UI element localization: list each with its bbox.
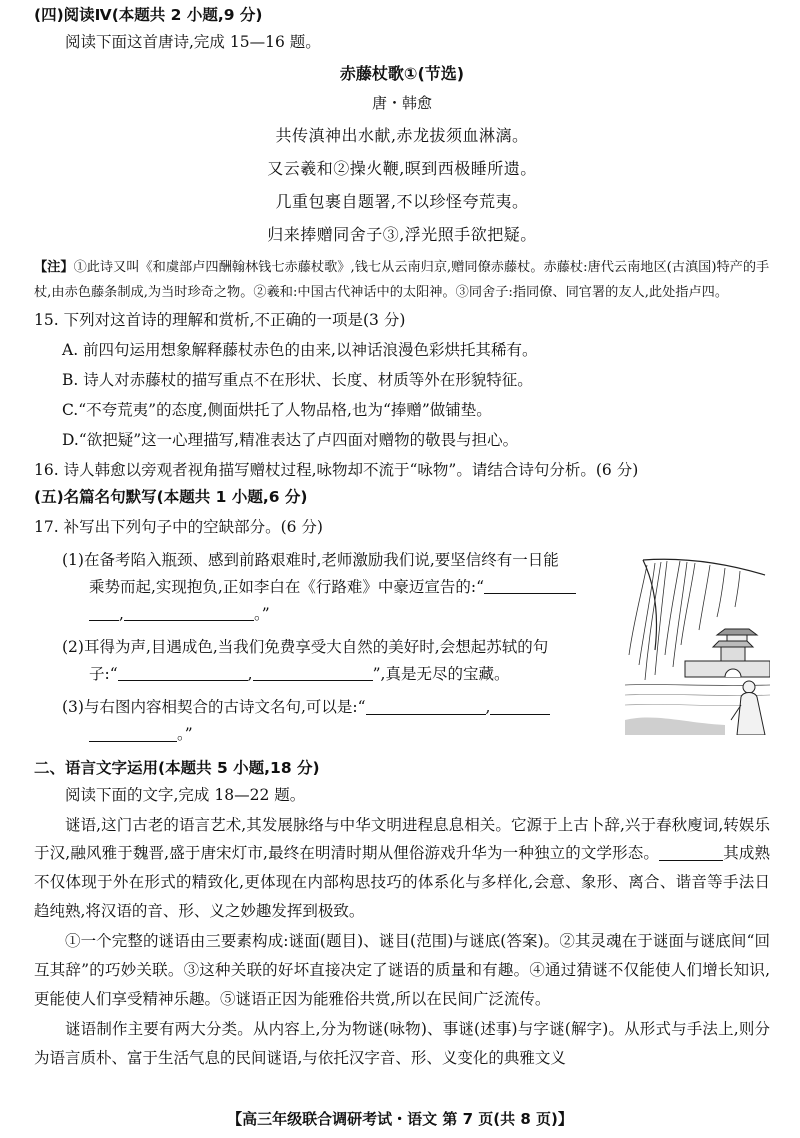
item-3-line-2 (62, 721, 652, 748)
question-17-item-2 (34, 634, 652, 688)
paragraph-1-text-a: 谜语,这门古老的语言艺术,其发展脉络与中华文明进程息息相关。它源于上古卜辞,兴于春秋廋词,转娱乐于汉,融风雅于魏晋,盛于唐宋灯市,最终在明清时期从俚俗游戏升华为一种独立的文学形态。 (34, 815, 770, 863)
question-15-stem: 15. 下列对这首诗的理解和赏析,不正确的一项是(3 分) (34, 310, 406, 329)
poem-line: 共传滇神出水献,赤龙拔须血淋漓。 (275, 125, 529, 145)
note-label: 【注】 (34, 259, 74, 275)
poem-line: 归来捧赠同舍子③,浮光照手欲把疑。 (267, 224, 537, 244)
question-17-item-1 (34, 547, 652, 628)
section-intro: 阅读下面这首唐诗,完成 15—16 题。 (65, 33, 321, 52)
poem-line: 又云羲和②操火鞭,暝到西极睡所遗。 (267, 158, 537, 178)
question-15-option-a: A. 前四句运用想象解释藤杖赤色的由来,以神话浪漫色彩烘托其稀有。 (62, 340, 538, 359)
paragraph-1-text-b: 其成熟不仅体现于外在形式的精致化,更体现在内部构思技巧的体系化与多样化,会意、象形、离合、谐音等手法日趋纯熟,将汉语的音、形、义之妙趣发挥到极致。 (34, 844, 770, 920)
answer-blank[interactable] (253, 663, 373, 681)
passage-paragraph-1 (34, 811, 770, 926)
item-1-line-1: (1)在备考陷入瓶颈、感到前路艰难时,老师激励我们说,要坚信终有一日能 (62, 550, 559, 569)
punct-comma: , (119, 604, 124, 623)
answer-blank[interactable] (124, 603, 254, 621)
poem-line: 几重包裹自题署,不以珍怪夸荒夷。 (275, 191, 529, 211)
item-1-text: 乘势而起,实现抱负,正如李白在《行路难》中豪迈宣告的:“ (89, 577, 485, 596)
question-15-option-c: C.“不夸荒夷”的态度,侧面烘托了人物品格,也为“捧赠”做铺垫。 (62, 401, 492, 420)
part-2-heading: 二、语言文字运用(本题共 5 小题,18 分) (34, 758, 320, 777)
answer-blank[interactable] (659, 843, 723, 861)
answer-blank[interactable] (118, 663, 248, 681)
page-footer: 【高三年级联合调研考试・语文 第 7 页(共 8 页)】 (227, 1110, 573, 1128)
answer-blank[interactable] (89, 724, 177, 742)
item-1-line-3 (62, 601, 652, 628)
question-17-item-3 (34, 694, 652, 748)
item-3-line-1 (62, 694, 652, 721)
question-15-option-d: D.“欲把疑”这一心理描写,精准表达了卢四面对赠物的敬畏与担心。 (62, 431, 519, 450)
answer-blank[interactable] (484, 576, 576, 594)
poem-note (34, 255, 770, 305)
note-text: ①此诗又叫《和虞部卢四酬翰林钱七赤藤杖歌》,钱七从云南归京,赠同僚赤藤杖。赤藤杖:唐代云南地区(古滇国)特产的手杖,由赤色藤条制成,为当时珍奇之物。②羲和:中国古代神话中的太阳神。③同舍子:指同僚、同官署的友人,此处指卢四。 (34, 259, 770, 300)
answer-blank[interactable] (490, 697, 550, 715)
item-2-line-2 (62, 661, 652, 688)
item-2-text: 子:“ (89, 665, 118, 684)
punct-end: 。” (253, 604, 270, 623)
willow-pavilion-illustration (625, 555, 770, 735)
item-1-line-2 (62, 574, 652, 601)
exam-page (34, 2, 770, 1075)
poem-author: 唐・韩愈 (371, 94, 432, 113)
part-2-intro: 阅读下面的文字,完成 18—22 题。 (65, 785, 306, 804)
section-heading-5: (五)名篇名句默写(本题共 1 小题,6 分) (34, 488, 308, 507)
passage-paragraph-3: 谜语制作主要有两大分类。从内容上,分为物谜(咏物)、事谜(述事)与字谜(解字)。从形式与手法上,则分为语言质朴、富于生活气息的民间谜语,与依托汉字音、形、义变化的典雅文义 (34, 1020, 770, 1068)
answer-blank[interactable] (366, 697, 486, 715)
question-17-stem: 17. 补写出下列句子中的空缺部分。(6 分) (34, 517, 323, 536)
section-heading-4: (四)阅读Ⅳ(本题共 2 小题,9 分) (34, 6, 263, 24)
punct-end: 。” (177, 725, 193, 744)
passage-paragraph-2: ①一个完整的谜语由三要素构成:谜面(题目)、谜目(范围)与谜底(答案)。②其灵魂在于谜面与谜底间“回互其辞”的巧妙关联。③这种关联的好坏直接决定了谜语的质量和有趣。④通过猜谜不仅能使人们增长知识,更能使人们享受精神乐趣。⑤谜语正因为能雅俗共赏,所以在民间广泛流传。 (34, 932, 770, 1008)
poem-title: 赤藤杖歌①(节选) (339, 64, 465, 84)
punct-comma: , (247, 665, 253, 684)
question-16-stem: 16. 诗人韩愈以旁观者视角描写赠杖过程,咏物却不流于“咏物”。请结合诗句分析。(6 分) (34, 461, 639, 480)
item-3-text: (3)与右图内容相契合的古诗文名句,可以是:“ (62, 698, 366, 717)
item-2-line-1: (2)耳得为声,目遇成色,当我们免费享受大自然的美好时,会想起苏轼的句 (62, 638, 549, 657)
punct-end: ”,真是无尽的宝藏。 (372, 665, 510, 684)
question-15-option-b: B. 诗人对赤藤杖的描写重点不在形状、长度、材质等外在形貌特征。 (62, 370, 533, 389)
punct-comma: , (485, 698, 491, 717)
answer-blank[interactable] (89, 603, 119, 621)
